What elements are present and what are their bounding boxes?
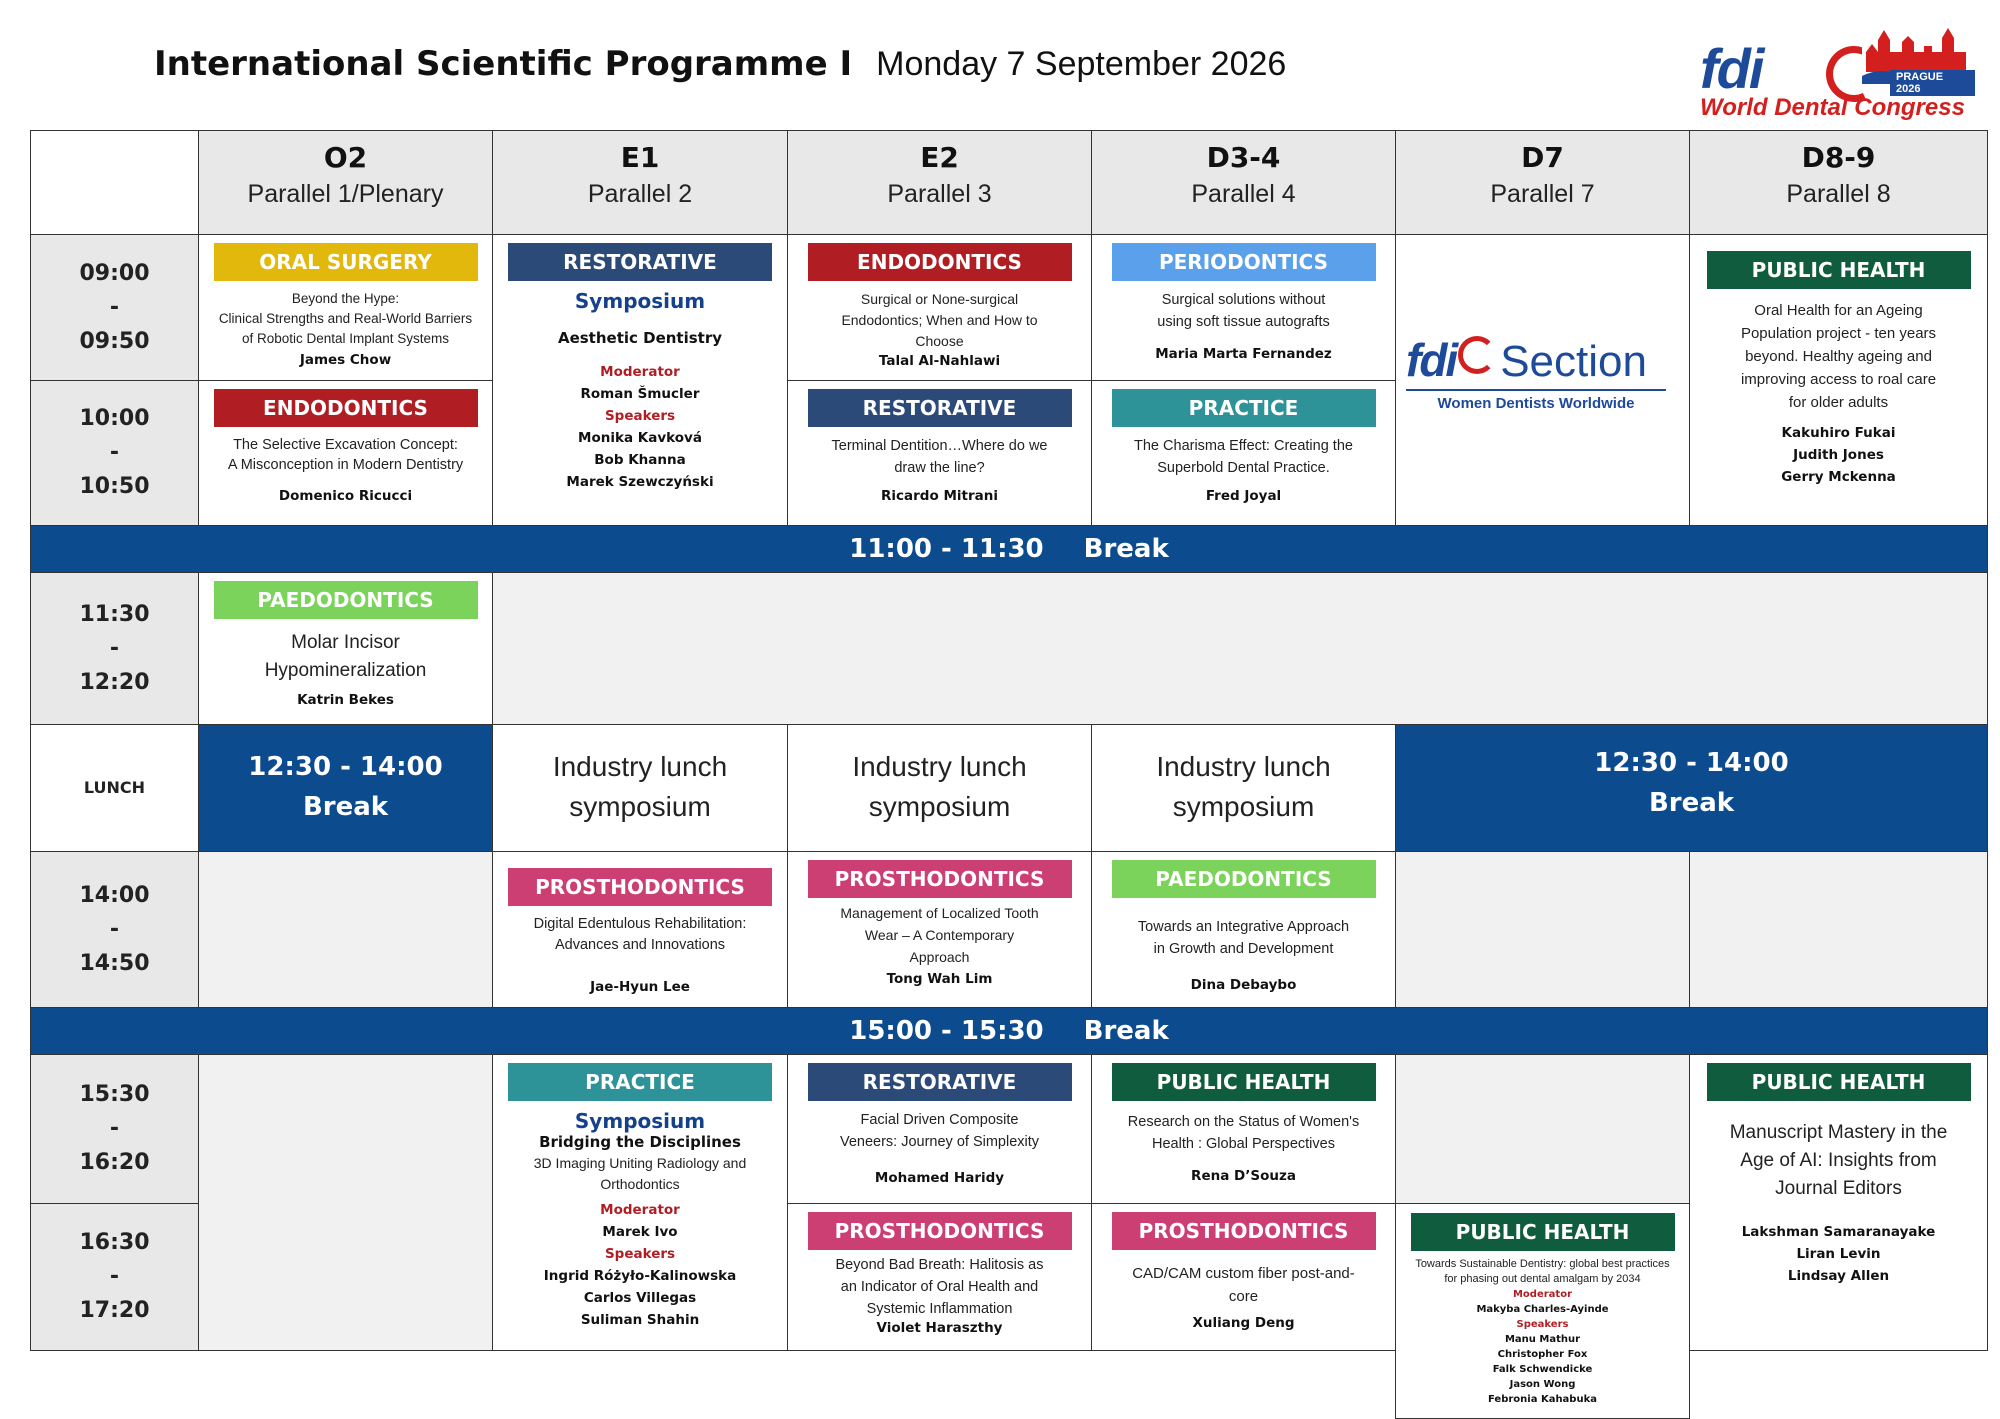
column-name: Parallel 8 [1786, 180, 1891, 208]
speaker: Falk Schwendicke [1492, 1364, 1593, 1375]
moderator: Roman Šmucler [580, 386, 700, 402]
session-title: Beyond Bad Breath: Halitosis as an Indicator of Oral Health and Systemic Inflammation [835, 1257, 1044, 1317]
speaker: Febronia Kahabuka [1488, 1394, 1597, 1405]
topic-tag: PROSTHODONTICS [1112, 1212, 1376, 1250]
speaker: Maria Marta Fernandez [1155, 346, 1332, 362]
session-e2-restorative-veneers[interactable] [787, 1054, 1092, 1204]
empty-slot-d7-1530 [1395, 1054, 1690, 1204]
topic-tag: PAEDODONTICS [214, 581, 478, 619]
session-title: Molar Incisor Hypomineralization [264, 632, 427, 681]
speaker: Dina Debaybo [1190, 977, 1297, 993]
time-slot-1630: 16:30 - 17:20 [30, 1203, 199, 1351]
symposium-label: Symposium [574, 1109, 706, 1133]
session-title: Manuscript Mastery in the Age of AI: Insights from Journal Editors [1729, 1122, 1948, 1199]
speaker: Katrin Bekes [297, 692, 394, 708]
session-d89-public-health-ai[interactable] [1689, 1054, 1988, 1351]
speaker: Christopher Fox [1497, 1349, 1588, 1360]
session-d34-public-health[interactable] [1091, 1054, 1396, 1204]
topic-tag: ENDODONTICS [808, 243, 1072, 281]
topic-tag: PAEDODONTICS [1112, 860, 1376, 898]
column-header-d34 [1091, 130, 1396, 235]
speaker: Violet Haraszthy [876, 1320, 1003, 1336]
topic-tag: PUBLIC HEALTH [1411, 1213, 1675, 1251]
speaker: Lakshman Samaranayake [1741, 1224, 1936, 1240]
speakers-label: Speakers [1516, 1319, 1569, 1330]
time-slot-0900: 09:00 - 09:50 [30, 234, 199, 381]
empty-slot-1130 [492, 572, 1988, 725]
section-subtitle: Women Dentists Worldwide [1437, 395, 1635, 412]
topic-tag: ORAL SURGERY [214, 243, 478, 281]
moderator: Marek Ivo [602, 1224, 678, 1240]
speaker: James Chow [299, 352, 392, 368]
time-slot-1400: 14:00 - 14:50 [30, 851, 199, 1008]
column-code: D8-9 [1801, 141, 1876, 174]
fdi-section-block [1395, 234, 1690, 526]
session-title: The Selective Excavation Concept: A Misconception in Modern Dentistry [227, 437, 464, 473]
empty-slot-o2-1530 [198, 1054, 493, 1351]
topic-tag: RESTORATIVE [808, 1063, 1072, 1101]
header-corner [30, 130, 199, 235]
fdi-section-logo [1406, 333, 1678, 412]
column-header-e1 [492, 130, 788, 235]
moderator: Makyba Charles-Ayinde [1476, 1304, 1609, 1315]
speaker: Fred Joyal [1205, 488, 1282, 504]
speaker: Kakuhiro Fukai [1781, 425, 1896, 441]
speaker: Xuliang Deng [1192, 1315, 1295, 1331]
session-title: Facial Driven Composite Veneers: Journey of Simplexity [839, 1112, 1040, 1150]
topic-tag: PERIODONTICS [1112, 243, 1376, 281]
session-o2-oral-surgery[interactable] [198, 234, 493, 381]
section-arc-icon [1458, 336, 1496, 374]
session-e2-endodontics[interactable] [787, 234, 1092, 381]
speaker: Talal Al-Nahlawi [878, 353, 1001, 369]
moderator-label: Moderator [600, 1202, 680, 1218]
speaker: Gerry Mckenna [1781, 469, 1896, 485]
session-d89-public-health[interactable] [1689, 234, 1988, 526]
column-code: O2 [323, 141, 368, 174]
column-name: Parallel 4 [1191, 180, 1296, 208]
speaker: Judith Jones [1793, 447, 1884, 463]
session-subtitle: Aesthetic Dentistry [557, 329, 723, 347]
session-title: The Charisma Effect: Creating the Superbold Dental Practice. [1134, 438, 1353, 476]
topic-tag: PRACTICE [508, 1063, 772, 1101]
topic-tag: PUBLIC HEALTH [1707, 251, 1971, 289]
speaker: Carlos Villegas [583, 1290, 697, 1306]
speaker: Jason Wong [1509, 1379, 1576, 1390]
column-code: E1 [620, 141, 660, 174]
session-title: Oral Health for an Ageing Population project - ten years beyond. Healthy ageing and improving access to roal care for older adults [1740, 302, 1937, 411]
column-name: Parallel 7 [1490, 180, 1595, 208]
speakers-label: Speakers [604, 408, 676, 424]
speaker: Lindsay Allen [1787, 1268, 1890, 1284]
session-e1-prosthodontics[interactable] [492, 851, 788, 1008]
session-title: 3D Imaging Uniting Radiology and Orthodontics [533, 1155, 747, 1192]
industry-lunch-e1[interactable]: Industry lunch symposium [492, 724, 788, 852]
column-name: Parallel 3 [887, 180, 992, 208]
empty-slot-d7-1400 [1395, 851, 1690, 1008]
speaker: Marek Szewczyński [566, 474, 714, 490]
session-d34-practice[interactable] [1091, 380, 1396, 526]
speaker: Tong Wah Lim [886, 971, 993, 987]
topic-tag: ENDODONTICS [214, 389, 478, 427]
logo-edition: PRAGUE 2026 [1890, 70, 1975, 96]
symposium-label: Symposium [574, 289, 706, 313]
empty-slot-d89-1400 [1689, 851, 1988, 1008]
speaker: Domenico Ricucci [278, 488, 413, 504]
empty-slot-o2-1400 [198, 851, 493, 1008]
topic-tag: PUBLIC HEALTH [1707, 1063, 1971, 1101]
session-title: Management of Localized Tooth Wear – A Contemporary Approach [840, 905, 1039, 965]
session-title: Research on the Status of Women's Health : Global Perspectives [1127, 1114, 1360, 1152]
column-header-o2 [198, 130, 493, 235]
speaker: Ricardo Mitrani [881, 488, 998, 504]
page-title: International Scientific Programme I Monday 7 September 2026 [154, 44, 1287, 84]
session-e2-restorative[interactable] [787, 380, 1092, 526]
logo-brand: fdi [1700, 37, 1763, 100]
session-title: Surgical or None-surgical Endodontics; When and How to Choose [841, 291, 1038, 349]
speaker: Jae-Hyun Lee [590, 979, 690, 995]
speaker: Suliman Shahin [580, 1312, 700, 1328]
session-d34-paedodontics[interactable] [1091, 851, 1396, 1008]
industry-lunch-d34[interactable]: Industry lunch symposium [1091, 724, 1396, 852]
session-title: Digital Edentulous Rehabilitation: Advances and Innovations [533, 916, 747, 953]
lunch-break-d7-d89: 12:30 - 14:00 Break [1395, 724, 1988, 852]
speakers-label: Speakers [604, 1246, 676, 1262]
session-e2-prosthodontics[interactable] [787, 851, 1092, 1008]
column-code: D7 [1521, 141, 1564, 174]
time-slot-lunch: LUNCH [30, 724, 199, 852]
page-date: Monday 7 September 2026 [876, 45, 1287, 83]
break-band-afternoon: 15:00 - 15:30 Break [30, 1007, 1988, 1055]
speaker: Liran Levin [1796, 1246, 1881, 1262]
speaker: Monika Kavková [578, 430, 702, 446]
column-name: Parallel 2 [587, 180, 693, 208]
column-code: D3-4 [1206, 141, 1281, 174]
topic-tag: RESTORATIVE [508, 243, 772, 281]
topic-tag: PRACTICE [1112, 389, 1376, 427]
fdi-logo [1700, 22, 1975, 127]
topic-tag: PROSTHODONTICS [808, 860, 1072, 898]
column-header-e2 [787, 130, 1092, 235]
session-title: Surgical solutions without using soft tissue autografts [1157, 292, 1330, 330]
lunch-break-o2: 12:30 - 14:00 Break [198, 724, 493, 852]
topic-tag: PROSTHODONTICS [508, 868, 772, 906]
session-subtitle: Bridging the Disciplines [539, 1133, 741, 1151]
logo-congress: World Dental Congress [1700, 94, 1965, 121]
session-title: Beyond the Hype: Clinical Strengths and Real-World Barriers of Robotic Dental Implant Systems [218, 291, 473, 346]
session-d7-public-health-amalgam[interactable] [1395, 1203, 1690, 1419]
section-word: Section [1500, 337, 1647, 386]
time-slot-1530: 15:30 - 16:20 [30, 1054, 199, 1204]
moderator-label: Moderator [600, 364, 680, 380]
topic-tag: PROSTHODONTICS [808, 1212, 1072, 1250]
session-e2-prosthodontics-halitosis[interactable] [787, 1203, 1092, 1351]
column-header-d89 [1689, 130, 1988, 235]
speaker: Manu Mathur [1504, 1334, 1581, 1345]
column-code: E2 [920, 141, 959, 174]
session-title: Towards an Integrative Approach in Growth and Development [1137, 919, 1350, 957]
speaker: Bob Khanna [594, 452, 686, 468]
session-o2-paedodontics[interactable] [198, 572, 493, 725]
session-e1-restorative-symposium[interactable] [492, 234, 788, 526]
time-slot-1000: 10:00 - 10:50 [30, 380, 199, 526]
column-header-d7 [1395, 130, 1690, 235]
speaker: Rena D’Souza [1191, 1168, 1296, 1184]
industry-lunch-e2[interactable]: Industry lunch symposium [787, 724, 1092, 852]
session-d34-prosthodontics[interactable] [1091, 1203, 1396, 1351]
session-title: Terminal Dentition…Where do we draw the line? [831, 438, 1048, 476]
speaker: Ingrid Różyło-Kalinowska [543, 1268, 737, 1284]
session-title: CAD/CAM custom fiber post-and- core [1132, 1265, 1355, 1305]
speaker: Mohamed Haridy [874, 1170, 1005, 1186]
topic-tag: PUBLIC HEALTH [1112, 1063, 1376, 1101]
time-slot-1130: 11:30 - 12:20 [30, 572, 199, 725]
session-o2-endodontics[interactable] [198, 380, 493, 526]
break-band-morning: 11:00 - 11:30 Break [30, 525, 1988, 573]
session-e1-practice-symposium[interactable] [492, 1054, 788, 1351]
session-title: Towards Sustainable Dentistry: global best practices for phasing out dental amalgam by 2034 [1415, 1258, 1670, 1285]
column-name: Parallel 1/Plenary [247, 180, 444, 208]
moderator-label: Moderator [1512, 1289, 1573, 1300]
section-brand: fdi [1406, 334, 1457, 386]
session-d34-periodontics[interactable] [1091, 234, 1396, 381]
topic-tag: RESTORATIVE [808, 389, 1072, 427]
